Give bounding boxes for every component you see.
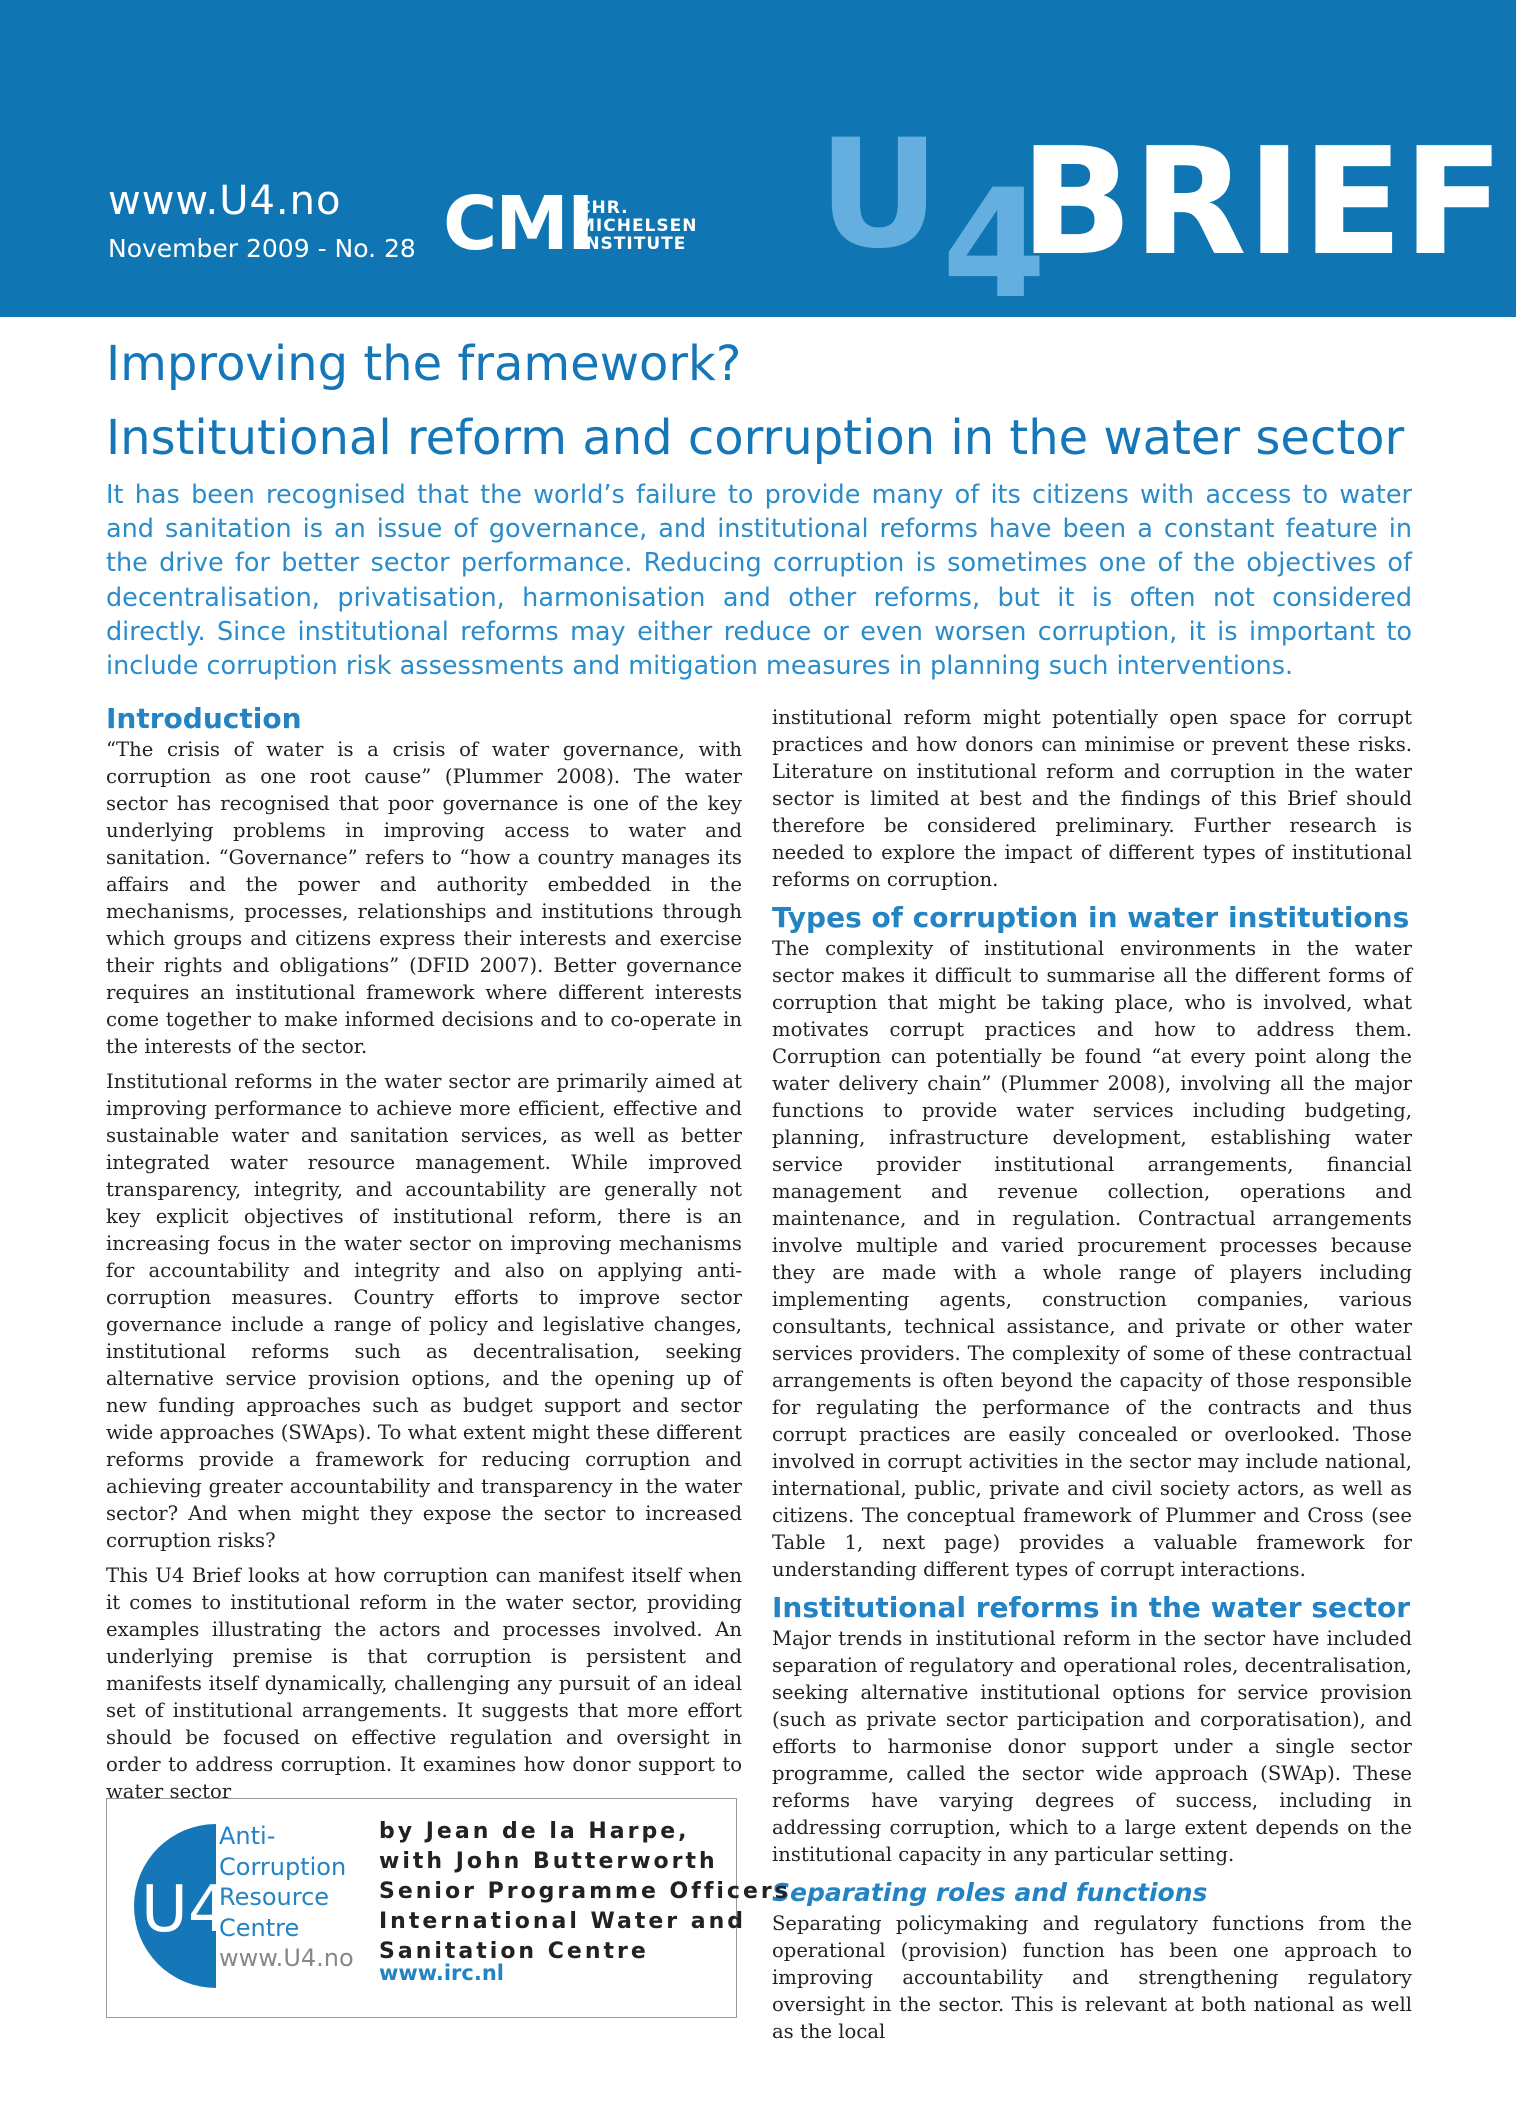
lead-paragraph: It has been recognised that the world’s failure to provide many of its citizens with access to water and sanitation is an issue of governance, and institutional reforms have been a constant feature in the drive for better sector performance. Reducing corruption is sometimes one of the objectives of decentralisation, privatisation, harmonisation and other reforms, but it is often not considered directly. Since institutional reforms may either reduce or even worsen corruption, it is important to include corruption risk assessments and mitigation measures in planning such interventions.: [106, 480, 1412, 682]
header-band: [0, 0, 1516, 317]
org-line: Corruption: [219, 1852, 347, 1881]
body-paragraph: This U4 Brief looks at how corruption can manifest itself when it comes to institutional reform in the water sector, providing examples illustrating the actors and processes involved. An underlying premise is that corruption is persistent and manifests itself dynamically, challenging any pursuit of an ideal set of institutional arrangements. It suggests that more effort should be focused on effective regulation and oversight in order to address corruption. It examines how donor support to water sector: [106, 1564, 742, 1803]
cmi-logo: CMI: [443, 181, 593, 267]
org-url[interactable]: www.U4.no: [219, 1944, 354, 1972]
irc-url[interactable]: www.irc.nl: [379, 1961, 504, 1985]
left-column: [106, 702, 742, 1813]
author-credits: [379, 1817, 791, 1967]
site-url[interactable]: www.U4.no: [108, 178, 342, 224]
author-line: by Jean de la Harpe,: [379, 1819, 690, 1844]
body-paragraph: The complexity of institutional environments in the water sector makes it difficult to summarise all the different forms of corruption that might be taking place, who is involved, what motivates corrupt practices and how to address them. Corruption can potentially be found “at every point along the water delivery chain” (Plummer 2008), involving all the major functions to provide water services including budgeting, planning, infrastructure development, establishing water service provider institutional arrangements, financial management and revenue collection, operations and maintenance, and in regulation. Contractual arrangements involve multiple and varied procurement processes because they are made with a whole range of players including implementing agents, construction companies, various consultants, technical assistance, and private or other water services providers. The complexity of some of these contractual arrangements is often beyond the capacity of those responsible for regulating the performance of the contracts and thus corrupt practices are easily concealed or overlooked. Those involved in corrupt activities in the sector may include national, international, public, private and civil society actors, as well as citizens. The conceptual framework of Plummer and Cross (see Table 1, next page) provides a valuable framework for understanding different types of corrupt interactions.: [772, 937, 1412, 1581]
introduction-heading: Introduction: [106, 702, 302, 735]
author-box: [106, 1798, 791, 2018]
cmi-name: [578, 199, 697, 253]
u4-brand-4: 4: [942, 158, 1047, 317]
types-heading: Types of corruption in water institutions: [772, 901, 1410, 934]
org-line: Resource: [219, 1883, 330, 1911]
author-line: Sanitation Centre: [379, 1939, 649, 1964]
body-paragraph: Major trends in institutional reform in the sector have included separation of regulatory and operational roles, decentralisation, seeking alternative institutional options for service provision (such as private sector participation and corporatisation), and efforts to harmonise donor support under a single sector programme, called the sector wide approach (SWAp). These reforms have varying degrees of success, including in addressing corruption, which to a large extent depends on the institutional capacity in any particular setting.: [772, 1627, 1412, 1866]
issue-date: November 2009 - No. 28: [108, 234, 416, 263]
author-line: with John Butterworth: [379, 1849, 718, 1874]
u4-brand-u: U: [818, 108, 940, 282]
page-title-line-1: Improving the framework?: [106, 336, 742, 392]
page-title-line-2: Institutional reform and corruption in the water sector: [106, 410, 1405, 466]
body-paragraph: Separating policymaking and regulatory functions from the operational (provision) function has been one approach to improving accountability and strengthening regulatory oversight in the sector. This is relevant at both national as well as the local: [772, 1912, 1412, 2043]
reforms-heading: Institutional reforms in the water sector: [772, 1591, 1411, 1624]
author-line: International Water and: [379, 1909, 747, 1934]
cmi-name-line: MICHELSEN: [578, 216, 698, 236]
cmi-name-line: CHR.: [578, 198, 629, 218]
cmi-name-line: INSTITUTE: [578, 234, 687, 254]
separating-subheading: Separating roles and functions: [772, 1878, 1208, 1907]
u4-logo-text: U4: [141, 1873, 229, 1947]
org-line: Anti-: [219, 1822, 276, 1850]
body-paragraph: “The crisis of water is a crisis of water governance, with corruption as one root cause” (Plummer 2008). The water sector has recognised that poor governance is one of the key underlying problems in improving access to water and sanitation. “Governance” refers to “how a country manages its affairs and the power and authority embedded in the mechanisms, processes, relationships and institutions through which groups and citizens express their interests and exercise their rights and obligations” (DFID 2007). Better governance requires an institutional framework where different interests come together to make informed decisions and to co-operate in the interests of the sector.: [106, 738, 742, 1058]
body-paragraph: Institutional reforms in the water sector are primarily aimed at improving performance to achieve more efficient, effective and sustainable water and sanitation services, as well as better integrated water resource management. While improved transparency, integrity, and accountability are generally not key explicit objectives of institutional reform, there is an increasing focus in the water sector on improving mechanisms for accountability and integrity and also on applying anti-corruption measures. Country efforts to improve sector governance include a range of policy and legislative changes, institutional reforms such as decentralisation, seeking alternative service provision options, and the opening up of new funding approaches such as budget support and sector wide approaches (SWAps). To what extent might these different reforms provide a framework for reducing corruption and achieving greater accountability and transparency in the water sector? And when might they expose the sector to increased corruption risks?: [106, 1070, 742, 1552]
right-column: [772, 704, 1412, 2053]
org-line: Centre: [219, 1913, 300, 1942]
brief-wordmark: BRIEF: [1020, 116, 1505, 288]
body-paragraph: institutional reform might potentially open space for corrupt practices and how donors can minimise or prevent these risks. Literature on institutional reform and corruption in the water sector is limited at best and the findings of this Brief should therefore be considered preliminary. Further research is needed to explore the impact of different types of institutional reforms on corruption.: [772, 706, 1412, 891]
author-line: Senior Programme Officers: [379, 1879, 791, 1904]
u4-org-text: [219, 1821, 354, 1974]
